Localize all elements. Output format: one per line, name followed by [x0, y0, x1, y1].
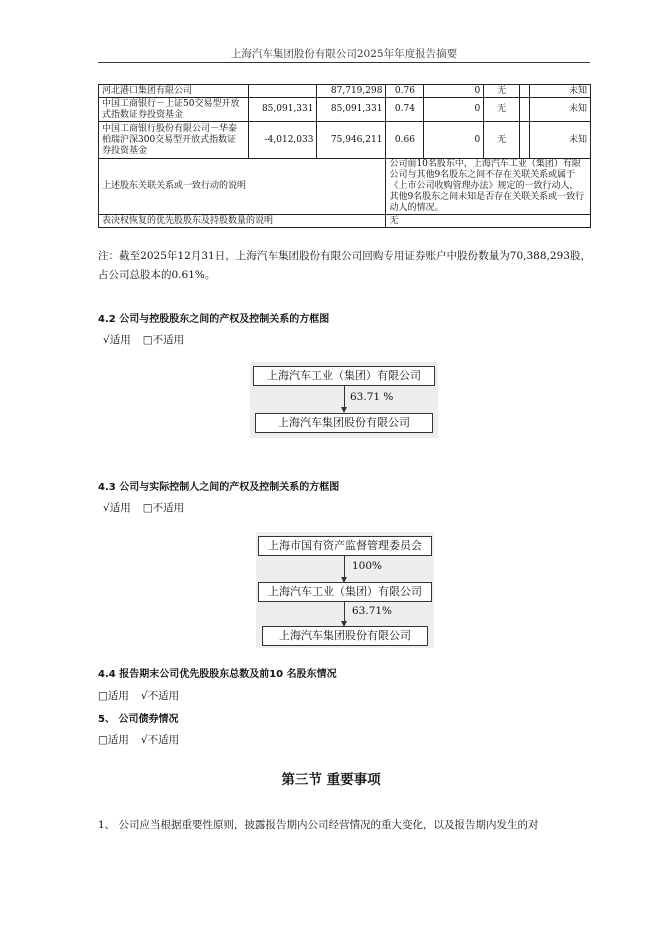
diagram-percentage: 100%: [352, 560, 383, 572]
section-4-3-options: [103, 500, 196, 515]
holder-name: 河北港口集团有限公司: [99, 85, 249, 98]
table-row: [99, 159, 591, 215]
diagram-connector: [344, 602, 345, 622]
holder-shares: 85,091,331: [317, 98, 386, 122]
related-text: 公司前10名股东中，上海汽车工业（集团）有限公司与其他9名股东之间不存在关联关系或属于《上市公司收购管理办法》规定的一致行动人，其他9名股东之间未知是否存在关联关系或一致行动人的情况。: [386, 159, 591, 215]
diagram-connector: [344, 386, 345, 408]
section-5-title: 5、 公司债券情况: [98, 714, 179, 725]
diagram-box-parent: 上海汽车工业（集团）有限公司: [253, 366, 435, 386]
holder-nature: 未知: [530, 98, 591, 122]
diagram-box-company: 上海汽车集团股份有限公司: [255, 413, 433, 433]
applicable-option: □适用: [98, 690, 129, 702]
shareholders-table: [98, 84, 591, 228]
page-header: 上海汽车集团股份有限公司2025年年度报告摘要: [230, 48, 458, 60]
applicable-option: √适用: [103, 334, 131, 346]
section-4-4-options: [98, 688, 191, 703]
holder-restricted: 0: [424, 98, 484, 122]
header-rule: [98, 62, 590, 63]
applicable-option: □适用: [98, 734, 129, 746]
holder-name: 中国工商银行－上证50交易型开放式指数证券投资基金: [99, 98, 249, 122]
holder-ratio: 0.76: [386, 85, 424, 98]
paragraph-1: 1、 公司应当根据重要性原则，披露报告期内公司经营情况的重大变化，以及报告期内发生的对: [98, 819, 539, 831]
holder-nature: 未知: [530, 122, 591, 159]
diagram-connector: [344, 556, 345, 578]
holder-pledge-qty: [520, 98, 530, 122]
holder-name: 中国工商银行股份有限公司－华泰柏瑞沪深300交易型开放式指数证券投资基金: [99, 122, 249, 159]
table-row: [99, 98, 591, 122]
section-4-3-title: 4.3 公司与实际控制人之间的产权及控制关系的方框图: [98, 482, 340, 493]
applicable-option: √适用: [103, 502, 131, 514]
not-applicable-option: √不适用: [140, 690, 180, 702]
holder-change: 85,091,331: [248, 98, 317, 122]
table-row: [99, 122, 591, 159]
preferred-label: 表决权恢复的优先股股东及持股数量的说明: [99, 215, 386, 228]
holder-change: [248, 85, 317, 98]
holder-ratio: 0.74: [386, 98, 424, 122]
holder-pledge-status: 无: [484, 85, 520, 98]
section-4-2-title: 4.2 公司与控股股东之间的产权及控制关系的方框图: [98, 314, 330, 325]
holder-restricted: 0: [424, 122, 484, 159]
holder-pledge-status: 无: [484, 122, 520, 159]
controlling-shareholder-diagram: [250, 362, 438, 438]
section-5-options: [98, 732, 191, 747]
chapter-title: 第三节 重要事项: [281, 772, 381, 788]
repurchase-note: 注：截至2025年12月31日，上海汽车集团股份有限公司回购专用证券账户中股份数量为70,388,293股，占公司总股本的0.61%。: [98, 250, 591, 281]
section-4-2-options: [103, 332, 196, 347]
actual-controller-diagram: [256, 532, 434, 648]
holder-restricted: 0: [424, 85, 484, 98]
related-label: 上述股东关联关系或一致行动的说明: [99, 159, 386, 215]
table-row: [99, 85, 591, 98]
preferred-text: 无: [386, 215, 591, 228]
diagram-box-parent: 上海汽车工业（集团）有限公司: [258, 582, 432, 602]
table-row: [99, 215, 591, 228]
holder-shares: 75,946,211: [317, 122, 386, 159]
holder-pledge-qty: [520, 122, 530, 159]
not-applicable-option: √不适用: [140, 734, 180, 746]
diagram-box-sasac: 上海市国有资产监督管理委员会: [258, 536, 432, 556]
holder-pledge-status: 无: [484, 98, 520, 122]
holder-nature: 未知: [530, 85, 591, 98]
holder-pledge-qty: [520, 85, 530, 98]
holder-shares: 87,719,298: [317, 85, 386, 98]
diagram-percentage: 63.71%: [352, 605, 393, 617]
not-applicable-option: □不适用: [142, 334, 185, 346]
diagram-percentage: 63.71 %: [350, 391, 394, 403]
diagram-box-company: 上海汽车集团股份有限公司: [262, 626, 428, 646]
holder-ratio: 0.66: [386, 122, 424, 159]
holder-change: -4,012,033: [248, 122, 317, 159]
not-applicable-option: □不适用: [142, 502, 185, 514]
section-4-4-title: 4.4 报告期末公司优先股股东总数及前10 名股东情况: [98, 669, 337, 680]
